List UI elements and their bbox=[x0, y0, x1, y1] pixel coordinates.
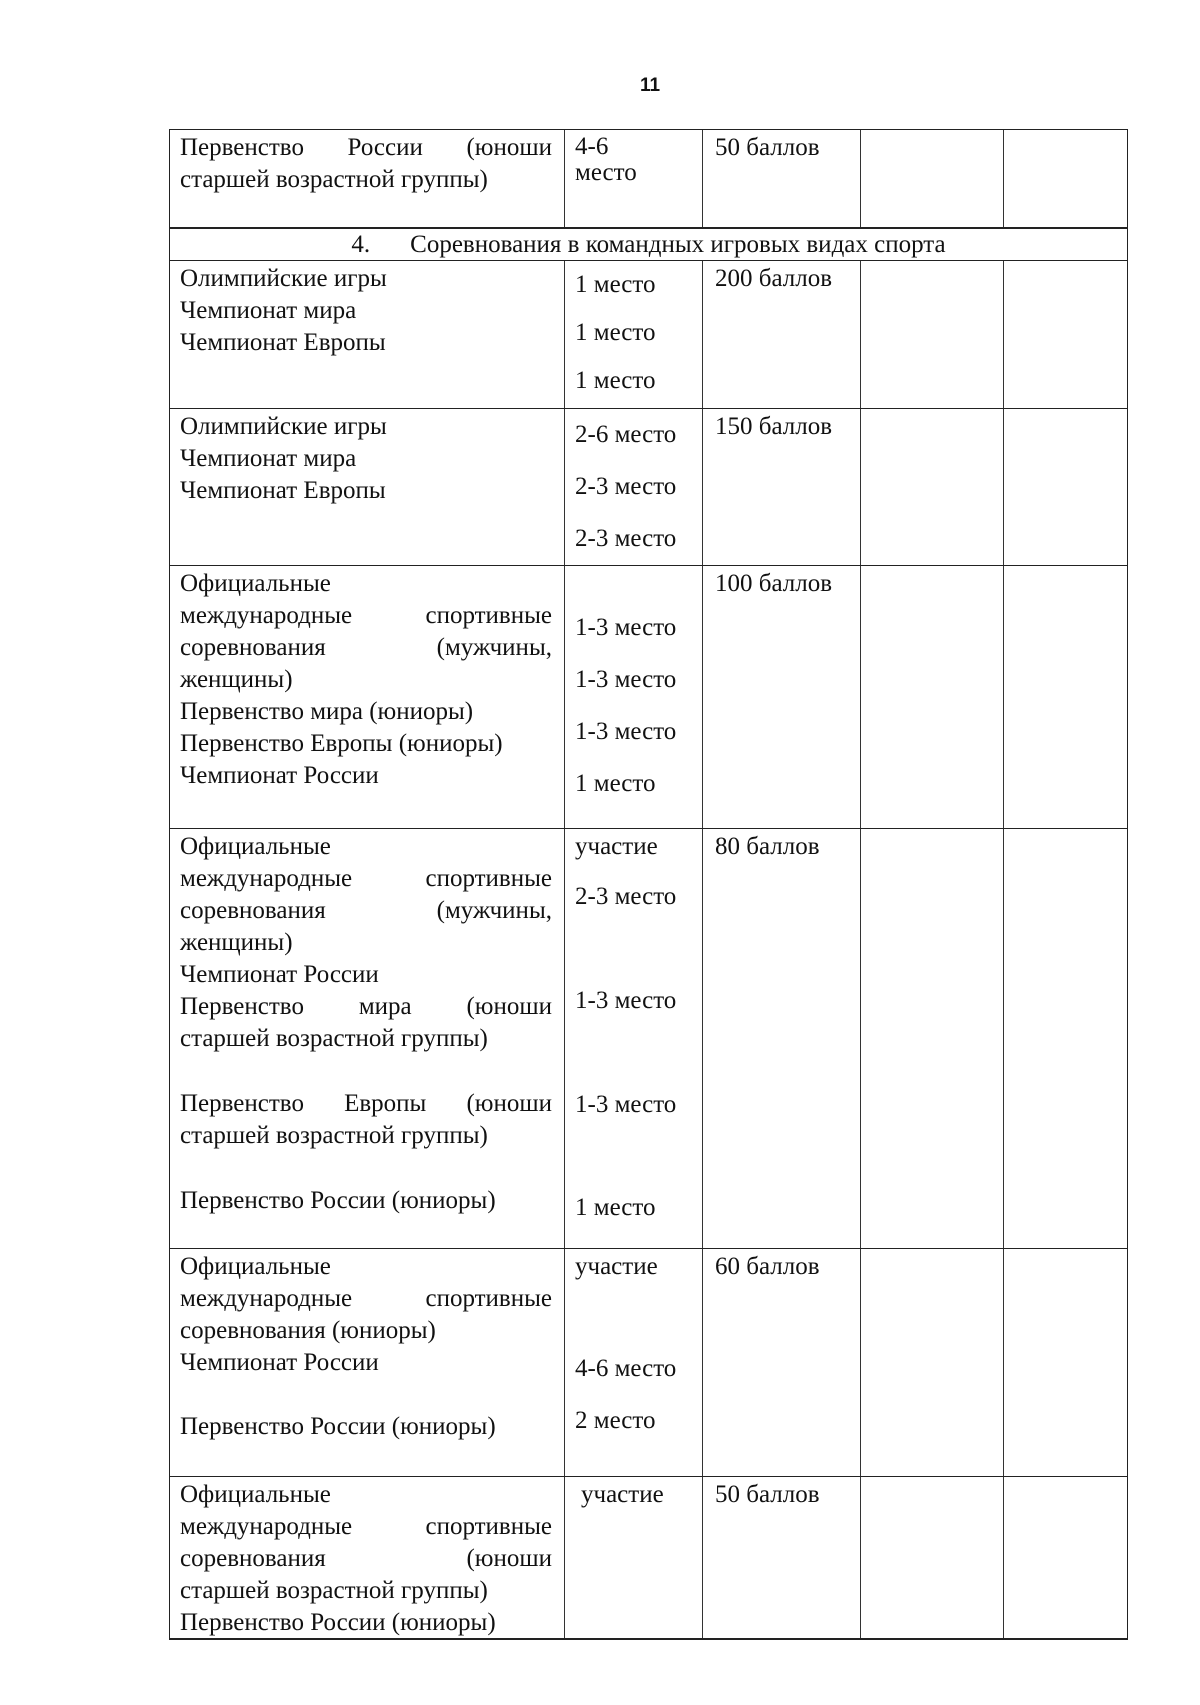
place-text: место bbox=[575, 159, 637, 186]
table-row bbox=[170, 1249, 1127, 1477]
event-line: женщины) bbox=[180, 666, 293, 693]
event-line: международные спортивные bbox=[180, 1513, 552, 1540]
event-line: Первенство мира (юниоры) bbox=[180, 698, 474, 725]
empty-cell bbox=[1004, 261, 1127, 408]
event-line: международные спортивные bbox=[180, 865, 552, 892]
place-cell bbox=[565, 566, 703, 828]
empty-cell bbox=[1004, 1249, 1127, 1476]
place-cell bbox=[565, 829, 703, 1248]
section-number: 4. bbox=[351, 231, 371, 258]
event-line: Первенство России (юниоры) bbox=[180, 1187, 496, 1214]
event-line: Чемпионат России bbox=[180, 961, 379, 988]
event-line: соревнования (юниоры) bbox=[180, 1317, 436, 1344]
event-line: Первенство России (юниоры) bbox=[180, 1609, 496, 1636]
place-text: 1 место bbox=[575, 770, 656, 797]
event-cell bbox=[170, 261, 565, 408]
points-cell: 60 баллов bbox=[703, 1249, 861, 1476]
event-line: Чемпионат мира bbox=[180, 297, 357, 324]
event-line: Первенство России (юниоры) bbox=[180, 1413, 496, 1440]
table-row bbox=[170, 829, 1127, 1249]
place-cell bbox=[565, 261, 703, 408]
empty-cell bbox=[861, 1477, 1004, 1638]
event-line: старшей возрастной группы) bbox=[180, 1122, 488, 1149]
place-text: 4-6 место bbox=[575, 1355, 677, 1382]
points-cell: 150 баллов bbox=[703, 409, 861, 565]
event-line: Чемпионат России bbox=[180, 1349, 379, 1376]
event-line: старшей возрастной группы) bbox=[180, 166, 488, 193]
empty-cell bbox=[1004, 566, 1127, 828]
event-line: Официальные bbox=[180, 1481, 331, 1508]
event-line: старшей возрастной группы) bbox=[180, 1577, 488, 1604]
place-text: участие bbox=[581, 1481, 664, 1508]
place-text: 1-3 место bbox=[575, 666, 677, 693]
empty-cell bbox=[861, 566, 1004, 828]
event-cell bbox=[170, 1249, 565, 1476]
points-cell: 200 баллов bbox=[703, 261, 861, 408]
event-line: женщины) bbox=[180, 929, 293, 956]
place-text: 1-3 место bbox=[575, 987, 677, 1014]
empty-cell bbox=[861, 409, 1004, 565]
empty-cell bbox=[861, 261, 1004, 408]
points-cell: 50 баллов bbox=[703, 1477, 861, 1638]
place-text: 1 место bbox=[575, 319, 656, 346]
points-cell: 80 баллов bbox=[703, 829, 861, 1248]
place-text: 2-6 место bbox=[575, 421, 677, 448]
empty-cell bbox=[1004, 1477, 1127, 1638]
event-line: Чемпионат мира bbox=[180, 445, 357, 472]
event-cell bbox=[170, 409, 565, 565]
section-title: Соревнования в командных игровых видах спорта bbox=[410, 231, 946, 258]
event-line: Чемпионат России bbox=[180, 762, 379, 789]
event-line: Официальные bbox=[180, 833, 331, 860]
page-number: 11 bbox=[639, 75, 661, 96]
section-heading bbox=[170, 228, 1127, 261]
event-line: соревнования (мужчины, bbox=[180, 634, 552, 661]
place-text: 2-3 место bbox=[575, 473, 677, 500]
place-text: 1-3 место bbox=[575, 614, 677, 641]
event-line: соревнования (мужчины, bbox=[180, 897, 552, 924]
empty-cell bbox=[861, 130, 1004, 227]
event-line: Чемпионат Европы bbox=[180, 329, 386, 356]
event-line: Олимпийские игры bbox=[180, 413, 387, 440]
event-line: международные спортивные bbox=[180, 602, 552, 629]
points-cell: 100 баллов bbox=[703, 566, 861, 828]
empty-cell bbox=[1004, 409, 1127, 565]
place-text: 2 место bbox=[575, 1407, 656, 1434]
place-text: 2-3 место bbox=[575, 883, 677, 910]
event-cell bbox=[170, 566, 565, 828]
place-text: участие bbox=[575, 833, 658, 860]
place-cell bbox=[565, 1249, 703, 1476]
empty-cell bbox=[861, 1249, 1004, 1476]
event-cell bbox=[170, 1477, 565, 1638]
event-line: Первенство Европы (юноши bbox=[180, 1090, 552, 1117]
place-text: 4-6 bbox=[575, 133, 609, 160]
event-line: соревнования (юноши bbox=[180, 1545, 552, 1572]
place-text: 2-3 место bbox=[575, 525, 677, 552]
points-cell: 50 баллов bbox=[703, 130, 861, 227]
table-row bbox=[170, 566, 1127, 829]
place-cell bbox=[565, 1477, 703, 1638]
place-text: 1 место bbox=[575, 271, 656, 298]
event-line: Первенство Европы (юниоры) bbox=[180, 730, 503, 757]
table-row bbox=[170, 130, 1127, 228]
event-line: Олимпийские игры bbox=[180, 265, 387, 292]
table-row bbox=[170, 261, 1127, 409]
event-line: Официальные bbox=[180, 570, 331, 597]
table-row bbox=[170, 1477, 1127, 1639]
place-text: 1-3 место bbox=[575, 1091, 677, 1118]
event-cell bbox=[170, 130, 565, 227]
empty-cell bbox=[861, 829, 1004, 1248]
place-text: 1-3 место bbox=[575, 718, 677, 745]
event-cell bbox=[170, 829, 565, 1248]
event-line: Первенство мира (юноши bbox=[180, 993, 552, 1020]
empty-cell bbox=[1004, 130, 1127, 227]
place-text: 1 место bbox=[575, 367, 656, 394]
event-line: старшей возрастной группы) bbox=[180, 1025, 488, 1052]
event-line: Чемпионат Европы bbox=[180, 477, 386, 504]
event-line: международные спортивные bbox=[180, 1285, 552, 1312]
place-cell bbox=[565, 409, 703, 565]
empty-cell bbox=[1004, 829, 1127, 1248]
table-row bbox=[170, 409, 1127, 566]
place-text: 1 место bbox=[575, 1194, 656, 1221]
event-line: Первенство России (юноши bbox=[180, 134, 552, 161]
place-cell bbox=[565, 130, 703, 227]
event-line: Официальные bbox=[180, 1253, 331, 1280]
place-text: участие bbox=[575, 1253, 658, 1280]
scoring-table bbox=[169, 129, 1128, 1640]
